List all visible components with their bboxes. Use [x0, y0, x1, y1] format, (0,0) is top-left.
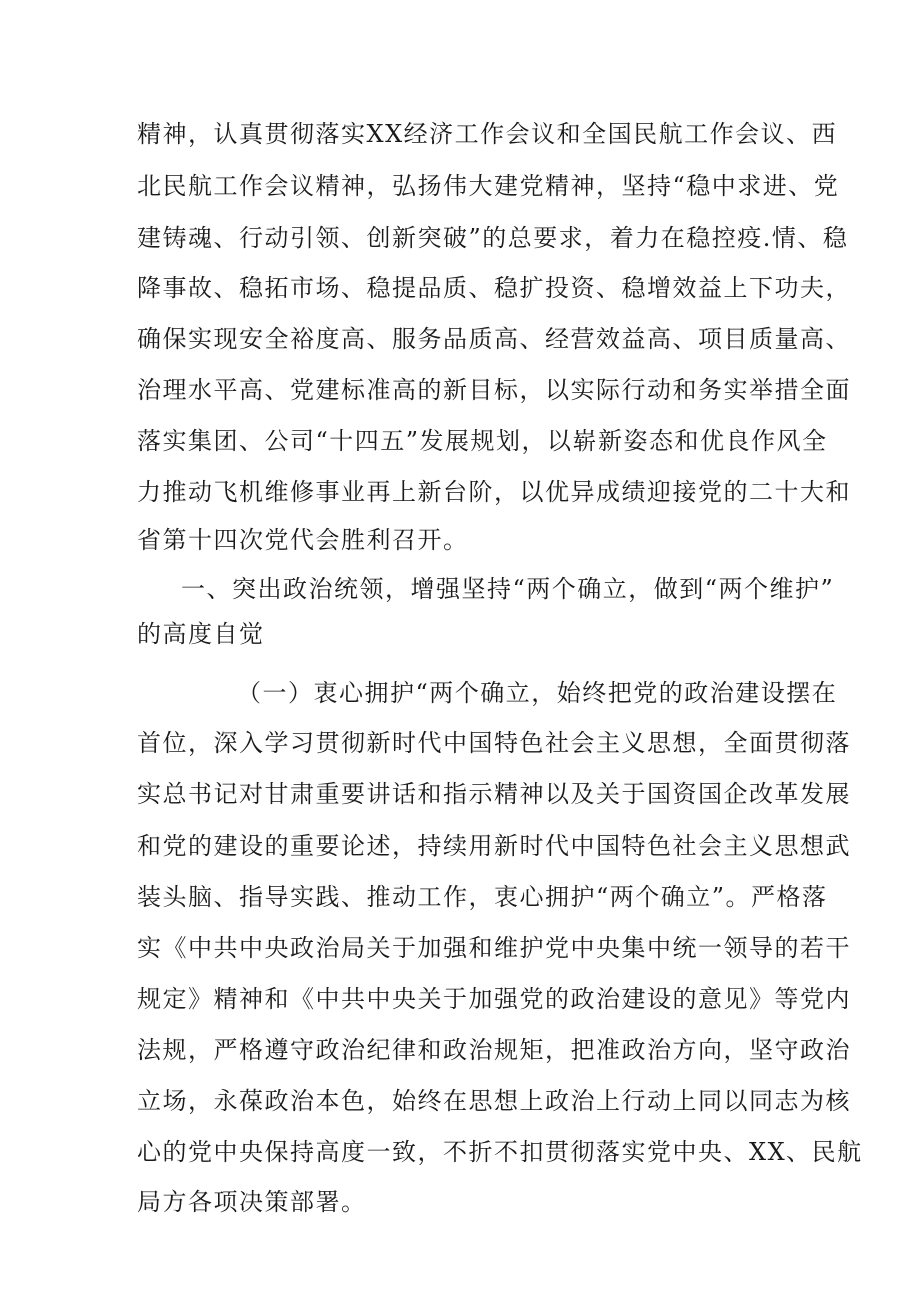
- text-line-21: 心的党中央保持高度一致，不折不扣贯彻落实党中央、XX、民航: [137, 1138, 863, 1166]
- text-line-7: 落实集团、公司“十四五”发展规划，以崭新姿态和优良作风全: [137, 427, 828, 455]
- text-line-3: 建铸魂、行动引领、创新突破”的总要求，着力在稳控疫.情、稳: [137, 224, 849, 252]
- section-heading-1-cont: 的高度自觉: [137, 620, 265, 648]
- text-line-19: 法规，严格遵守政治纪律和政治规矩，把准政治方向，坚守政治: [137, 1036, 851, 1064]
- text-line-20: 立场，永葆政治本色，始终在思想上政治上行动上同以同志为核: [137, 1087, 851, 1115]
- text-line-16: 装头脑、指导实践、推动工作，衷心拥护“两个确立”。严格落: [137, 883, 828, 911]
- text-line-5: 确保实现安全裕度高、服务品质高、经营效益高、项目质量高、: [137, 325, 851, 353]
- text-line-9: 省第十四次党代会胜利召开。: [137, 526, 469, 554]
- section-heading-1: 一、突出政治统领，增强坚持“两个确立，做到“两个维护”: [181, 575, 835, 603]
- text-line-4: 降事故、稳拓市场、稳提品质、稳扩投资、稳增效益上下功夫，: [137, 274, 851, 302]
- text-line-8: 力推动飞机维修事业再上新台阶，以优异成绩迎接党的二十大和: [137, 478, 851, 506]
- text-line-22: 局方各项决策部署。: [137, 1188, 367, 1216]
- text-line-18: 规定》精神和《中共中央关于加强党的政治建设的意见》等党内: [137, 985, 851, 1013]
- text-line-13: 首位，深入学习贯彻新时代中国特色社会主义思想，全面贯彻落: [137, 729, 851, 757]
- text-line-14: 实总书记对甘肃重要讲话和指示精神以及关于国资国企改革发展: [137, 780, 851, 808]
- text-line-15: 和党的建设的重要论述，持续用新时代中国特色社会主义思想武: [137, 832, 851, 860]
- subsection-heading-1: （一）衷心拥护“两个确立，始终把党的政治建设摆在: [237, 679, 838, 707]
- text-line-6: 治理水平高、党建标准高的新目标，以实际行动和务实举措全面: [137, 376, 851, 404]
- text-line-2: 北民航工作会议精神，弘扬伟大建党精神，坚持“稳中求进、党: [137, 172, 840, 200]
- text-line-17: 实《中共中央政治局关于加强和维护党中央集中统一领导的若干: [137, 934, 851, 962]
- text-line-1: 精神，认真贯彻落实XX经济工作会议和全国民航工作会议、西: [137, 120, 838, 148]
